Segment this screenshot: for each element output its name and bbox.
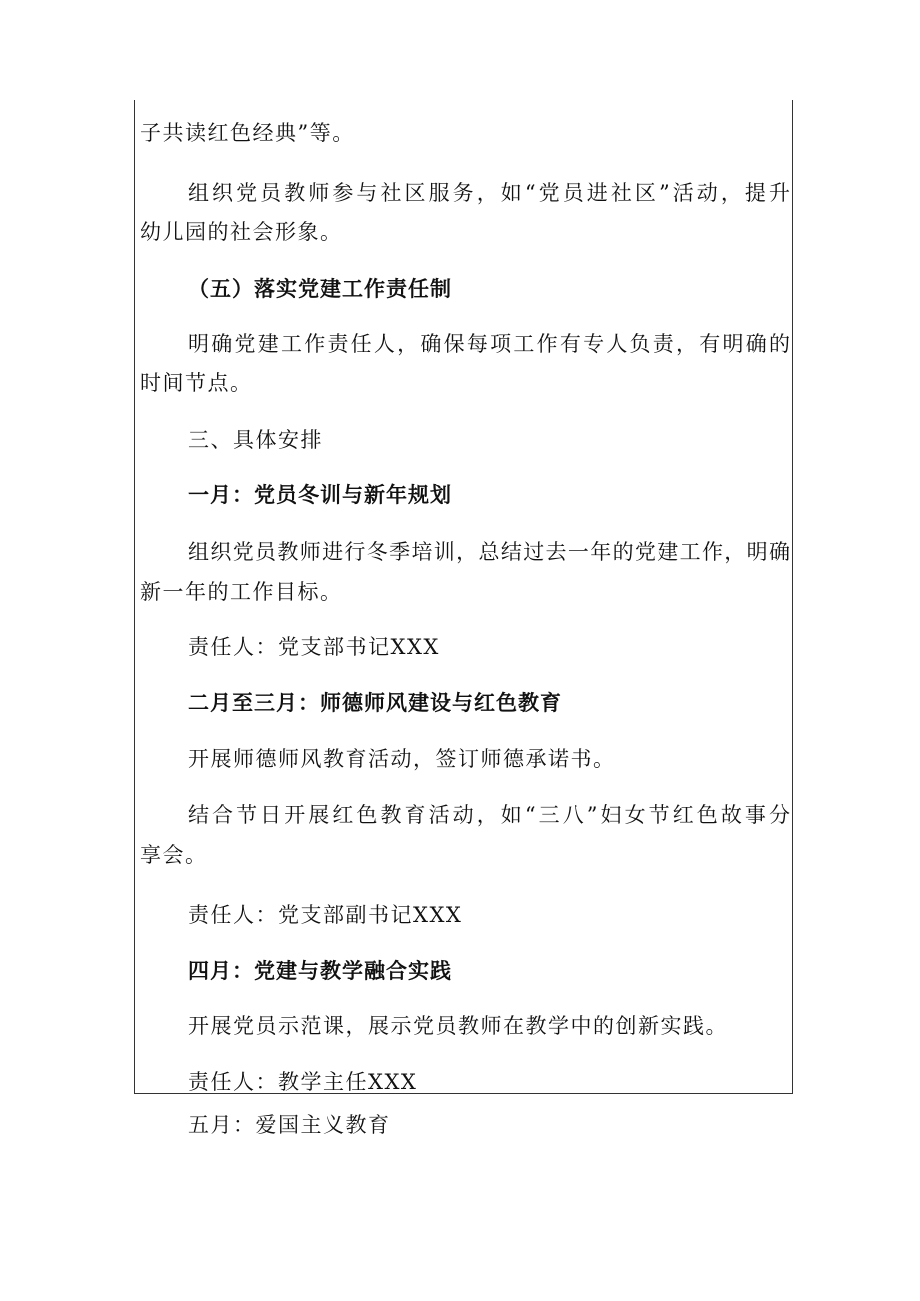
text-line: 时间节点。 — [140, 371, 253, 395]
responsible-person: 责任人：教学主任XXX — [188, 1070, 418, 1094]
text-line: 开展师德师风教育活动，签订师德承诺书。 — [188, 747, 616, 771]
text-line: 组织党员教师参与社区服务，如“党员进社区”活动，提升 — [188, 181, 790, 205]
text-line: 组织党员教师进行冬季培训，总结过去一年的党建工作，明确 — [188, 540, 790, 564]
subsection-heading: 二月至三月：师德师风建设与红色教育 — [188, 691, 562, 715]
section-heading: （五）落实党建工作责任制 — [188, 277, 452, 301]
text-line: 明确党建工作责任人，确保每项工作有专人负责，有明确的 — [188, 332, 790, 356]
text-line: 新一年的工作目标。 — [140, 580, 343, 604]
text-line: 子共读红色经典”等。 — [140, 121, 355, 145]
text-line: 开展党员示范课，展示党员教师在教学中的创新实践。 — [188, 1014, 728, 1038]
text-line: 五月：爱国主义教育 — [188, 1113, 391, 1137]
subsection-heading: 四月：党建与教学融合实践 — [188, 959, 452, 983]
section-heading: 三、具体安排 — [188, 428, 323, 452]
text-line: 享会。 — [140, 843, 208, 867]
text-line: 幼儿园的社会形象。 — [140, 220, 343, 244]
responsible-person: 责任人：党支部副书记XXX — [188, 903, 463, 927]
text-line: 结合节日开展红色教育活动，如“三八”妇女节红色故事分 — [188, 803, 790, 827]
subsection-heading: 一月：党员冬训与新年规划 — [188, 483, 452, 507]
responsible-person: 责任人：党支部书记XXX — [188, 635, 440, 659]
